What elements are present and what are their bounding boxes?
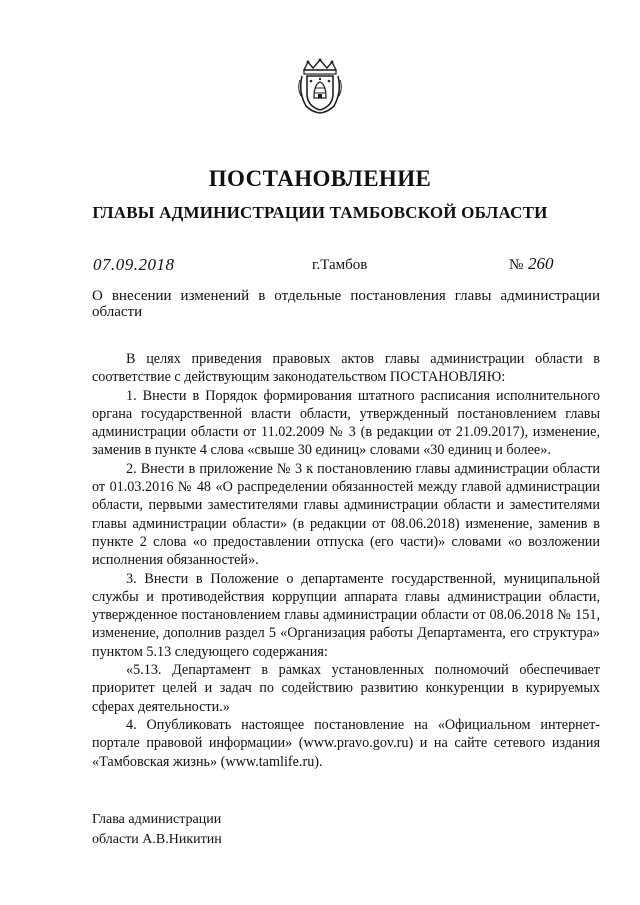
document-subtitle: ГЛАВЫ АДМИНИСТРАЦИИ ТАМБОВСКОЙ ОБЛАСТИ [92,203,548,222]
document-heading: О внесении изменений в отдельные постановления главы администрации области [92,288,600,320]
paragraph-item-2: 2. Внести в приложение № 3 к постановлению главы администрации области от 01.03.2016 № 48 «О распределении обязанностей между главой администрации области, первыми заместителями главы администрации области и заместителями главы администрации области» (в редакции от 08.06.2018) изменение, заменив в пункте 2 слова «о предоставлении отпуска (его части)» словами «о возложении исполнения обязанностей». [92,460,600,569]
paragraph-quote: «5.13. Департамент в рамках установленных полномочий обеспечивает приоритет целей и задач по содействию развитию конкуренции в курируемых сферах деятельности.» [92,662,600,715]
coat-of-arms-icon [298,58,342,114]
document-city: г.Тамбов [312,257,368,273]
paragraph-item-4: 4. Опубликовать настоящее постановление на «Официальном интернет-портале правовой информации» (www.pravo.gov.ru) и на сайте сетевого издания «Тамбовская жизнь» (www.tamlife.ru). [92,716,600,770]
document-body [92,350,600,771]
document-number: 260 [528,254,554,273]
paragraph-item-3: 3. Внести в Положение о департаменте государственной, муниципальной службы и противодействия коррупции аппарата главы администрации области, утвержденное постановлением главы администрации области от 08.06.2018 № 151, изменение, дополнив раздел 5 «Организация работы Департамента, его структура» пунктом 5.13 следующего содержания: [92,570,600,660]
document-number-label: № [509,257,524,273]
document-title: ПОСТАНОВЛЕНИЕ [208,166,432,191]
document-date: 07.09.2018 [93,255,175,274]
signature-block [92,810,222,850]
paragraph-preamble: В целях приведения правовых актов главы администрации области в соответствие с действующим законодательством ПОСТАНОВЛЯЮ: [92,351,600,386]
paragraph-item-1: 1. Внести в Порядок формирования штатного расписания исполнительного органа государственной власти области, утвержденный постановлением главы администрации области от 11.02.2009 № 3 (в редакции от 21.09.2017), изменение, заменив в пункте 4 слова «свыше 30 единиц» словами «30 единиц и более». [92,387,600,459]
signature-name: области А.В.Никитин [92,832,222,847]
signature-title: Глава администрации [92,812,222,827]
